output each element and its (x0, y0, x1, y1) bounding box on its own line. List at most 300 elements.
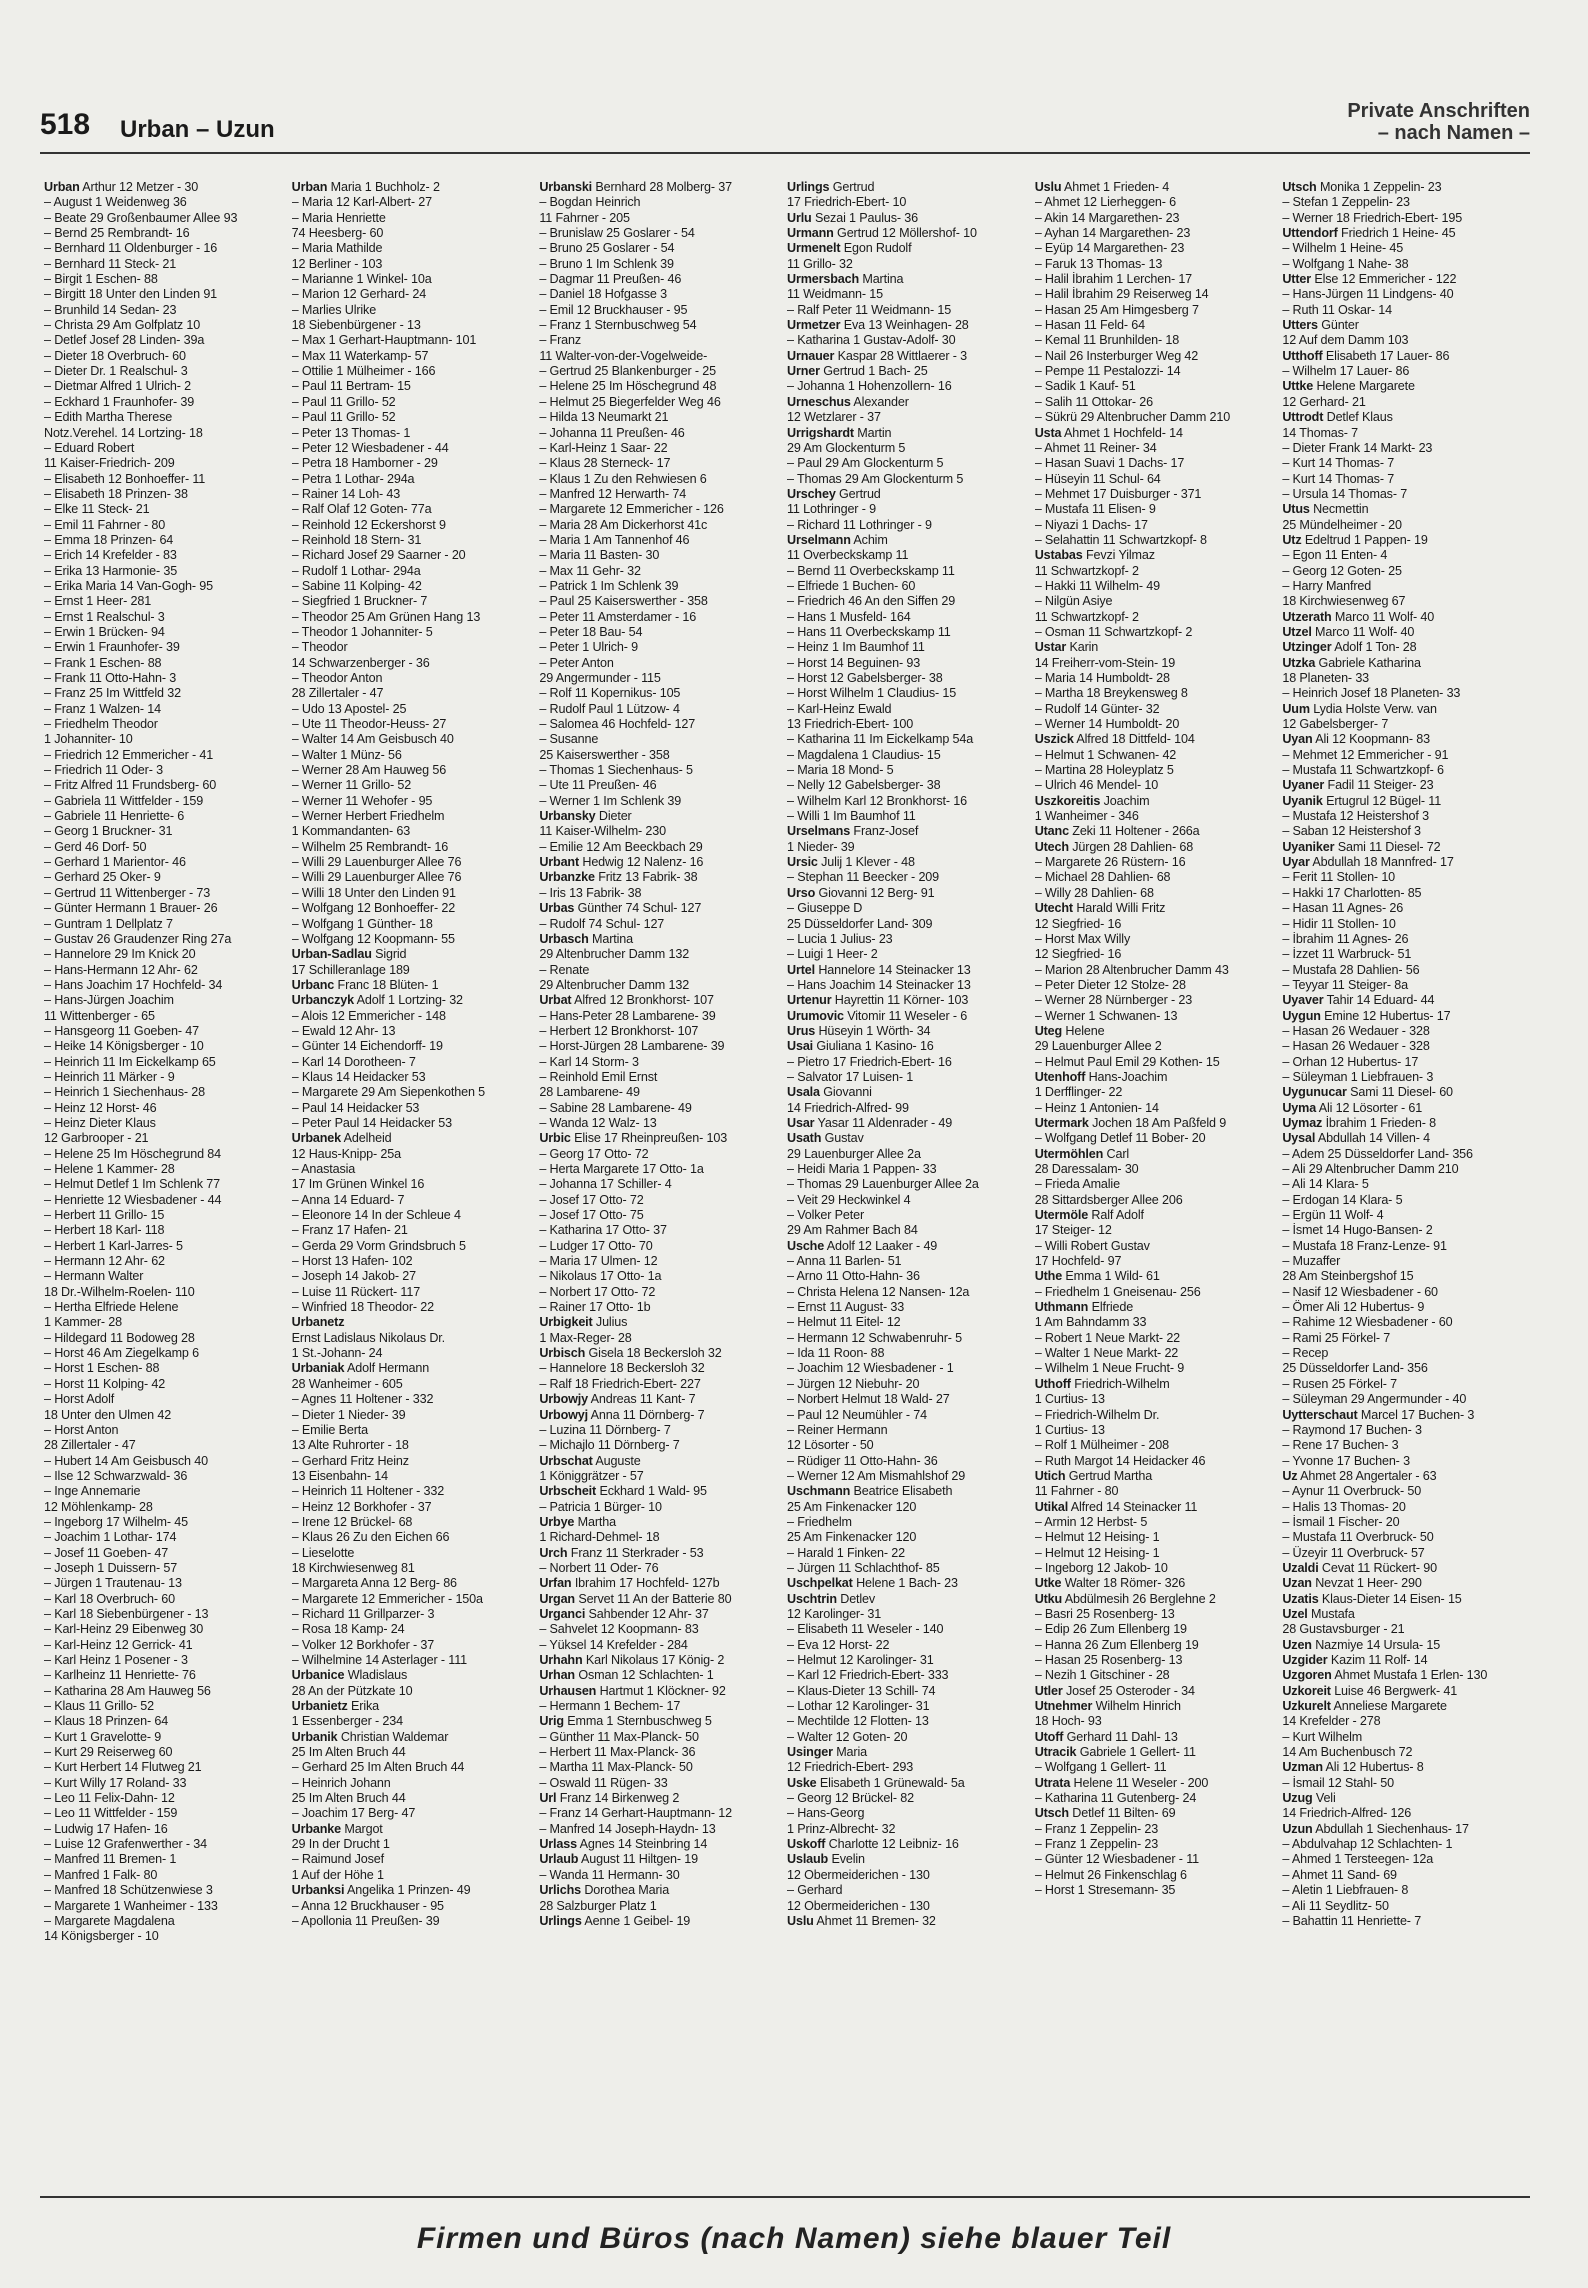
directory-entry: – Ömer Ali 12 Hubertus- 9 (1282, 1300, 1425, 1315)
directory-entry: – Kurt 29 Reiserweg 60 (44, 1745, 173, 1760)
directory-entry: – Kurt Wilhelm (1282, 1729, 1363, 1744)
directory-entry: – Heinrich 11 Im Eickelkamp 65 (44, 1054, 216, 1069)
directory-entry: – Üzeyir 11 Overbruck- 57 (1282, 1545, 1425, 1560)
directory-entry: – Ute 11 Preußen- 46 (539, 778, 657, 793)
directory-entry: Urrigshardt Martin (787, 425, 892, 440)
directory-entry: Utecht Harald Willi Fritz (1034, 901, 1166, 916)
directory-entry: Urselmann Achim (787, 532, 888, 547)
directory-entry: Uschmann Beatrice Elisabeth (787, 1484, 953, 1499)
directory-entry: – Paul 11 Grillo- 52 (291, 394, 396, 409)
directory-entry: – Joseph 1 Duissern- 57 (44, 1560, 178, 1575)
directory-entry: Uygunucar Sami 11 Diesel- 60 (1282, 1085, 1453, 1100)
directory-entry: – Manfred 14 Joseph-Haydn- 13 (539, 1821, 716, 1836)
directory-entry: 17 Schilleranlage 189 (291, 962, 410, 977)
directory-entry: 12 Berliner - 103 (291, 256, 383, 271)
directory-entry: – Peter 11 Amsterdamer - 16 (539, 609, 697, 624)
directory-entry: – Hasan 11 Feld- 64 (1034, 318, 1146, 333)
directory-entry: – Guntram 1 Dellplatz 7 (44, 916, 173, 931)
directory-entry: – Klaus 26 Zu den Eichen 66 (291, 1530, 450, 1545)
directory-entry: – Franz 17 Hafen- 21 (291, 1223, 408, 1238)
directory-entry: – Maria 18 Mond- 5 (787, 763, 894, 778)
directory-entry: – Elfriede 1 Buchen- 60 (787, 578, 916, 593)
directory-entry: Urhan Osman 12 Schlachten- 1 (539, 1668, 714, 1683)
directory-entry: – Luise 12 Grafenwerther - 34 (44, 1837, 207, 1852)
directory-entry: – Ali 29 Altenbrucher Damm 210 (1282, 1162, 1459, 1176)
directory-entry: – Hubert 14 Am Geisbusch 40 (44, 1453, 208, 1468)
directory-entry: – Eyüp 14 Margarethen- 23 (1034, 241, 1185, 256)
directory-entry: – Selahattin 11 Schwartzkopf- 8 (1034, 532, 1207, 547)
directory-entry: 28 Gustavsburger - 21 (1282, 1622, 1405, 1637)
directory-entry: Uzgoren Ahmet Mustafa 1 Erlen- 130 (1282, 1668, 1488, 1683)
directory-entry: Urbanke Margot (291, 1821, 383, 1836)
directory-entry: – Halis 13 Thomas- 20 (1282, 1499, 1406, 1514)
directory-entry: – Karl-Heinz Ewald (787, 701, 892, 716)
directory-entry: – Susanne (539, 732, 599, 747)
directory-entry: – Birgit 1 Eschen- 88 (44, 272, 158, 287)
directory-column-6 (1282, 180, 1530, 2175)
directory-column-3 (539, 180, 787, 2175)
directory-entry: – Agnes 11 Holtener - 332 (291, 1392, 434, 1407)
directory-entry: – Yüksel 14 Krefelder - 284 (539, 1637, 688, 1652)
directory-entry: 1 Am Bahndamm 33 (1034, 1315, 1147, 1330)
directory-entry: – Faruk 13 Thomas- 13 (1034, 256, 1163, 271)
directory-entry: Urbscheit Eckhard 1 Wald- 95 (539, 1484, 707, 1499)
directory-entry: – Anna 11 Barlen- 51 (787, 1254, 902, 1269)
directory-entry: – Irene 12 Brückel- 68 (291, 1514, 413, 1529)
directory-entry: – Bernd 11 Overbeckskamp 11 (787, 563, 955, 578)
directory-entry: 1 Curtius- 13 (1034, 1392, 1105, 1407)
directory-entry: – Maria Henriette (291, 210, 386, 225)
directory-entry: 14 Am Buchenbusch 72 (1282, 1745, 1413, 1760)
directory-entry: – İsmet 14 Hugo-Bansen- 2 (1282, 1223, 1433, 1238)
directory-entry: – Kurt Herbert 14 Flutweg 21 (44, 1760, 202, 1775)
directory-entry: Uzel Mustafa (1282, 1606, 1355, 1621)
directory-entry: – Reinhold 12 Eckershorst 9 (291, 517, 446, 532)
directory-entry: 18 Unter den Ulmen 42 (44, 1407, 172, 1422)
directory-entry: – Herbert 11 Max-Planck- 36 (539, 1745, 696, 1760)
directory-entry: – Rusen 25 Förkel- 7 (1282, 1376, 1397, 1391)
directory-entry: – Richard 11 Lothringer - 9 (787, 517, 932, 532)
directory-entry: Notz.Verehel. 14 Lortzing- 18 (44, 425, 203, 440)
directory-entry: – Aletin 1 Liebfrauen- 8 (1282, 1883, 1409, 1898)
directory-entry: – Martha 18 Breykensweg 8 (1034, 686, 1188, 701)
directory-entry: – Wanda 11 Hermann- 30 (539, 1867, 680, 1882)
directory-column-5 (1035, 180, 1283, 2175)
directory-entry: 11 Schwartzkopf- 2 (1034, 563, 1139, 578)
directory-entry: – Gabriela 11 Wittfelder - 159 (44, 793, 204, 808)
directory-entry: – Peter 18 Bau- 54 (539, 624, 643, 639)
directory-entry: – Ludwig 17 Hafen- 16 (44, 1821, 168, 1836)
directory-entry: – Jürgen 11 Schlachthof- 85 (787, 1560, 940, 1575)
directory-entry: – Saban 12 Heistershof 3 (1282, 824, 1421, 839)
directory-entry: Urhahn Karl Nikolaus 17 König- 2 (539, 1653, 725, 1667)
directory-entry: – Josef 11 Goeben- 47 (44, 1545, 169, 1560)
directory-entry: – Rüdiger 11 Otto-Hahn- 36 (787, 1453, 938, 1468)
directory-entry: – İzzet 11 Warbruck- 51 (1282, 947, 1412, 962)
directory-entry: – Leo 11 Wittfelder - 159 (44, 1806, 178, 1821)
directory-entry: – Joseph 14 Jakob- 27 (291, 1269, 416, 1284)
directory-entry: 12 Gabelsberger- 7 (1282, 717, 1389, 732)
directory-entry: Urhausen Hartmut 1 Klöckner- 92 (539, 1683, 726, 1698)
directory-entry: 12 Auf dem Damm 103 (1282, 333, 1409, 348)
directory-entry: – Klaus-Dieter 13 Schill- 74 (787, 1683, 936, 1698)
directory-entry: – Helmut 12 Heising- 1 (1034, 1545, 1160, 1560)
directory-entry: – Ergün 11 Wolf- 4 (1282, 1208, 1384, 1223)
directory-entry: Urbanczyk Adolf 1 Lortzing- 32 (291, 993, 463, 1008)
directory-entry: – Veit 29 Heckwinkel 4 (787, 1192, 911, 1207)
directory-entry: – Beate 29 Großenbaumer Allee 93 (44, 210, 238, 225)
directory-entry: – Helmut Detlef 1 Im Schlenk 77 (44, 1177, 220, 1192)
directory-entry: Urschey Gertrud (787, 486, 881, 501)
directory-entry: – Egon 11 Enten- 4 (1282, 548, 1388, 563)
directory-entry: – Peter Anton (539, 655, 614, 670)
directory-entry: – Margarete 12 Emmericher - 126 (539, 502, 724, 517)
directory-entry: 11 Fahrner - 205 (539, 210, 630, 225)
directory-entry: 18 Planeten- 33 (1282, 671, 1370, 685)
directory-entry: Utzka Gabriele Katharina (1282, 655, 1421, 670)
directory-entry: – Volker 12 Borkhofer - 37 (291, 1637, 435, 1652)
directory-entry: Utnehmer Wilhelm Hinrich (1034, 1699, 1181, 1714)
directory-entry: – Theodor Anton (291, 671, 383, 685)
directory-entry: – Iris 13 Fabrik- 38 (539, 885, 642, 900)
directory-entry: Utzel Marco 11 Wolf- 40 (1282, 624, 1415, 639)
directory-entry: Uzug Veli (1282, 1791, 1336, 1806)
directory-entry: – Rolf 1 Mülheimer - 208 (1034, 1438, 1169, 1453)
directory-entry: – Hasan 25 Rosenberg- 13 (1034, 1653, 1183, 1667)
directory-entry: – Friedrich-Wilhelm Dr. (1034, 1407, 1160, 1422)
directory-entry: – Wolfgang 1 Günther- 18 (291, 916, 433, 931)
directory-entry: – Bernhard 11 Oldenburger - 16 (44, 241, 218, 256)
directory-entry: – Heinz 1 Antonien- 14 (1034, 1100, 1159, 1115)
directory-entry: 28 Daressalam- 30 (1034, 1162, 1139, 1176)
directory-entry: Uyanik Ertugrul 12 Bügel- 11 (1282, 793, 1442, 808)
directory-entry: – Friedhelm (787, 1514, 852, 1529)
directory-entry: – Robert 1 Neue Markt- 22 (1034, 1330, 1181, 1345)
directory-entry: 17 Hochfeld- 97 (1034, 1254, 1122, 1269)
directory-entry: Urmenelt Egon Rudolf (787, 241, 912, 256)
directory-entry: Uzun Abdullah 1 Siechenhaus- 17 (1282, 1821, 1469, 1836)
directory-entry: Urbowjy Andreas 11 Kant- 7 (539, 1392, 696, 1407)
directory-entry: 25 Düsseldorfer Land- 356 (1282, 1361, 1428, 1376)
directory-entry: Urbanek Adelheid (291, 1131, 392, 1146)
directory-entry: – Elisabeth 12 Bonhoeffer- 11 (44, 471, 206, 486)
directory-entry: – August 1 Weidenweg 36 (44, 195, 187, 210)
directory-entry: Urbant Hedwig 12 Nalenz- 16 (539, 855, 704, 870)
directory-entry: – Dietmar Alfred 1 Ulrich- 2 (44, 379, 191, 394)
directory-entry: – Günter 14 Eichendorff- 19 (291, 1039, 443, 1054)
directory-entry: – Ulrich 46 Mendel- 10 (1034, 778, 1159, 793)
directory-entry: Utikal Alfred 14 Steinacker 11 (1034, 1499, 1198, 1514)
directory-entry: 29 Angermunder - 115 (539, 671, 661, 685)
directory-entry: – Reiner Hermann (787, 1422, 888, 1437)
directory-entry: – Bernhard 11 Steck- 21 (44, 256, 177, 271)
directory-entry: 11 Kaiser-Friedrich- 209 (44, 456, 175, 471)
directory-entry: 28 Zillertaler - 47 (291, 686, 384, 701)
directory-entry: Uyaner Fadil 11 Steiger- 23 (1282, 778, 1434, 793)
directory-entry: Utters Günter (1282, 318, 1359, 333)
directory-entry: – Theodor 25 Am Grünen Hang 13 (291, 609, 481, 624)
directory-entry: 13 Eisenbahn- 14 (291, 1468, 388, 1483)
directory-entry: – Max 11 Waterkamp- 57 (291, 348, 429, 363)
directory-entry: 1 Curtius- 13 (1034, 1422, 1105, 1437)
directory-entry: – Mehmet 12 Emmericher - 91 (1282, 747, 1449, 762)
directory-entry: Urso Giovanni 12 Berg- 91 (787, 885, 935, 900)
directory-entry: – Nikolaus 17 Otto- 1a (539, 1269, 662, 1284)
directory-entry: – Hermann 12 Ahr- 62 (44, 1254, 165, 1269)
directory-entry: Uygun Emine 12 Hubertus- 17 (1282, 1008, 1451, 1023)
directory-entry: – Martha 11 Max-Planck- 50 (539, 1760, 693, 1775)
directory-entry: – Dieter 18 Overbruch- 60 (44, 348, 186, 363)
directory-entry: – Halil İbrahim 1 Lerchen- 17 (1034, 272, 1193, 287)
directory-entry: – Manfred 11 Bremen- 1 (44, 1852, 177, 1867)
directory-entry: 12 Obermeiderichen - 130 (787, 1867, 930, 1882)
directory-entry: Urbye Martha (539, 1514, 616, 1529)
directory-entry: Usar Yasar 11 Aldenrader - 49 (787, 1115, 953, 1130)
directory-entry: – Maria 17 Ulmen- 12 (539, 1254, 658, 1269)
directory-entry: – Horst 11 Kolping- 42 (44, 1376, 166, 1391)
directory-entry: – Lucia 1 Julius- 23 (787, 931, 893, 946)
directory-entry: Utoff Gerhard 11 Dahl- 13 (1034, 1729, 1178, 1744)
directory-entry: – Mustafa 11 Schwartzkopf- 6 (1282, 763, 1444, 778)
directory-entry: – Ursula 14 Thomas- 7 (1282, 486, 1408, 501)
directory-entry: – Hans 11 Overbeckskamp 11 (787, 624, 951, 639)
directory-entry: – Luzina 11 Dörnberg- 7 (539, 1422, 671, 1437)
directory-entry: – Erich 14 Krefelder - 83 (44, 548, 177, 563)
directory-entry: – Klaus 11 Grillo- 52 (44, 1699, 155, 1714)
directory-entry: 28 Salzburger Platz 1 (539, 1898, 657, 1913)
directory-entry: 1 Königgrätzer - 57 (539, 1468, 644, 1483)
directory-entry: – Brunislaw 25 Goslarer - 54 (539, 226, 695, 241)
directory-entry: – Paul 25 Kaiserswerther - 358 (539, 594, 708, 609)
directory-entry: Uskoff Charlotte 12 Leibniz- 16 (787, 1837, 959, 1852)
directory-entry: 29 Lauenburger Allee 2a (787, 1146, 921, 1161)
directory-entry: – Heidi Maria 1 Pappen- 33 (787, 1162, 937, 1176)
directory-entry: – Hannelore 18 Beckersloh 32 (539, 1361, 705, 1376)
directory-entry: 18 Siebenbürgener - 13 (291, 318, 421, 333)
directory-entry: – Horst 12 Gabelsberger- 38 (787, 671, 943, 685)
directory-entry: – Joachim 17 Berg- 47 (291, 1806, 416, 1821)
directory-entry: Urbaniak Adolf Hermann (291, 1361, 430, 1376)
directory-entry: – Harald 1 Finken- 22 (787, 1545, 905, 1560)
directory-entry: 18 Kirchwiesenweg 81 (291, 1560, 415, 1575)
directory-entry: – Walter 1 Neue Markt- 22 (1034, 1346, 1179, 1361)
directory-entry: 14 Königsberger - 10 (44, 1929, 159, 1944)
directory-entry: – Franz 25 Im Wittfeld 32 (44, 686, 181, 701)
directory-entry: – Rahime 12 Wiesbadener - 60 (1282, 1315, 1453, 1330)
directory-entry: Urlu Sezai 1 Paulus- 36 (787, 210, 918, 225)
directory-entry: – Rudolf 1 Lothar- 294a (291, 563, 421, 578)
footer-note: Firmen und Büros (nach Namen) siehe blauer Teil (416, 2222, 1172, 2255)
directory-entry: – Richard Josef 29 Saarner - 20 (291, 548, 466, 563)
directory-entry: – Aynur 11 Overbruck- 50 (1282, 1484, 1422, 1499)
directory-entry: – Patrick 1 Im Schlenk 39 (539, 578, 679, 593)
directory-entry: – Ali 11 Seydlitz- 50 (1282, 1898, 1389, 1913)
directory-entry: – Mustafa 18 Franz-Lenze- 91 (1282, 1238, 1447, 1253)
directory-entry: – Manfred 1 Falk- 80 (44, 1867, 158, 1882)
directory-entry: – Helmut 26 Finkenschlag 6 (1034, 1867, 1187, 1882)
directory-entry: 18 Dr.-Wilhelm-Roelen- 110 (44, 1284, 195, 1299)
directory-entry: – Margarete 29 Am Siepenkothen 5 (291, 1085, 486, 1100)
directory-entry: 12 Wetzlarer - 37 (787, 410, 881, 425)
directory-entry: – Friedrich 46 An den Siffen 29 (787, 594, 956, 609)
directory-entry: – Ilse 12 Schwarzwald- 36 (44, 1468, 188, 1483)
directory-entry: Uzen Nazmiye 14 Ursula- 15 (1282, 1637, 1441, 1652)
directory-entry: 12 Haus-Knipp- 25a (291, 1146, 401, 1161)
directory-entry: Utenhoff Hans-Joachim (1034, 1069, 1168, 1084)
directory-entry: – Karl 12 Friedrich-Ebert- 333 (787, 1668, 949, 1683)
directory-entry: Utzinger Adolf 1 Ton- 28 (1282, 640, 1417, 655)
directory-entry: – Günter 12 Wiesbadener - 11 (1034, 1852, 1199, 1867)
directory-entry: Urgan Servet 11 An der Batterie 80 (539, 1591, 732, 1606)
directory-entry: Urch Franz 11 Sterkrader - 53 (539, 1545, 704, 1560)
directory-entry: – Hannelore 29 Im Knick 20 (44, 947, 196, 962)
directory-entry: 28 An der Pützkate 10 (291, 1683, 413, 1698)
directory-entry: – Thomas 1 Siechenhaus- 5 (539, 763, 693, 778)
directory-entry: – Hakki 17 Charlotten- 85 (1282, 885, 1422, 900)
directory-entry: – Ottilie 1 Mülheimer - 166 (291, 364, 436, 379)
directory-entry: – Maria 14 Humboldt- 28 (1034, 671, 1170, 685)
directory-entry: – Ewald 12 Ahr- 13 (291, 1023, 396, 1038)
directory-entry: – Eduard Robert (44, 440, 135, 455)
directory-entry: – Adem 25 Düsseldorfer Land- 356 (1282, 1146, 1473, 1161)
directory-entry: – Franz 1 Sternbuschweg 54 (539, 318, 697, 333)
directory-entry: – Luise 11 Rückert- 117 (291, 1284, 421, 1299)
directory-entry: Utech Jürgen 28 Dahlien- 68 (1034, 839, 1194, 854)
directory-entry: – Norbert 17 Otto- 72 (539, 1284, 656, 1299)
directory-entry: – Georg 1 Bruckner- 31 (44, 824, 173, 839)
directory-entry: 12 Siegfried- 16 (1034, 947, 1122, 962)
directory-entry: Utus Necmettin (1282, 502, 1369, 517)
directory-entry: – Martina 28 Holeyplatz 5 (1034, 763, 1174, 778)
directory-entry: – Wolfgang 1 Gellert- 11 (1034, 1760, 1167, 1775)
directory-entry: – Franz 1 Zeppelin- 23 (1034, 1821, 1159, 1836)
directory-entry: – Ferit 11 Stollen- 10 (1282, 870, 1396, 885)
directory-entry: – Rudolf 14 Günter- 32 (1034, 701, 1160, 716)
directory-entry: – Sükrü 29 Altenbrucher Damm 210 (1034, 410, 1231, 425)
directory-entry: – Bernd 25 Rembrandt- 16 (44, 226, 190, 241)
directory-entry: – Norbert Helmut 18 Wald- 27 (787, 1392, 950, 1407)
directory-entry: 11 Lothringer - 9 (787, 502, 876, 517)
directory-entry: – Paul 11 Grillo- 52 (291, 410, 396, 425)
directory-entry: – Erika Maria 14 Van-Gogh- 95 (44, 578, 214, 593)
directory-entry: – Fritz Alfred 11 Frundsberg- 60 (44, 778, 217, 793)
directory-entry: – Maria 11 Basten- 30 (539, 548, 660, 563)
directory-entry: Urlings Gertrud (787, 180, 875, 194)
directory-entry: – Margarete 12 Emmericher - 150a (291, 1591, 483, 1606)
directory-entry: 13 Friedrich-Ebert- 100 (787, 717, 914, 732)
directory-entry: 14 Friedrich-Alfred- 126 (1282, 1806, 1412, 1821)
directory-entry: Uzkurelt Anneliese Margarete (1282, 1699, 1447, 1714)
directory-entry: – Gerhard Fritz Heinz (291, 1453, 409, 1468)
directory-entry: – Heike 14 Königsberger - 10 (44, 1039, 204, 1054)
directory-entry: Urbic Elise 17 Rheinpreußen- 103 (539, 1131, 728, 1146)
directory-entry: – Luigi 1 Heer- 2 (787, 947, 878, 962)
directory-entry: Uymaz İbrahim 1 Frieden- 8 (1282, 1115, 1436, 1130)
directory-entry: Urbansky Dieter (539, 809, 632, 824)
directory-entry: – Siegfried 1 Bruckner- 7 (291, 594, 428, 609)
directory-entry: – Marion 12 Gerhard- 24 (291, 287, 427, 302)
directory-entry: Uszick Alfred 18 Dittfeld- 104 (1034, 732, 1195, 747)
directory-entry: Utz Edeltrud 1 Pappen- 19 (1282, 532, 1428, 547)
directory-entry: – Walter 12 Goten- 20 (787, 1729, 908, 1744)
directory-entry: 1 Johanniter- 10 (44, 732, 133, 747)
directory-entry: – Petra 18 Hamborner - 29 (291, 456, 438, 471)
directory-entry: – Rene 17 Buchen- 3 (1282, 1438, 1399, 1453)
directory-entry: – Werner 14 Humboldt- 20 (1034, 717, 1180, 732)
directory-entry: Utanc Zeki 11 Holtener - 266a (1034, 824, 1200, 839)
directory-entry: – Apollonia 11 Preußen- 39 (291, 1913, 440, 1928)
directory-entry: – Karl-Heinz 1 Saar- 22 (539, 440, 668, 455)
directory-entry: 12 Gerhard- 21 (1282, 394, 1366, 409)
directory-entry: – Peter 13 Thomas- 1 (291, 425, 411, 440)
directory-entry: – Hüseyin 11 Schul- 64 (1034, 471, 1161, 486)
directory-entry: – Frank 11 Otto-Hahn- 3 (44, 671, 177, 685)
directory-entry: – Bruno 1 Im Schlenk 39 (539, 256, 674, 271)
directory-entry: – Sabine 28 Lambarene- 49 (539, 1100, 692, 1115)
directory-entry: – Peter Paul 14 Heidacker 53 (291, 1115, 452, 1130)
directory-entry: 25 Kaiserswerther - 358 (539, 747, 670, 762)
directory-entry: Usta Ahmet 1 Hochfeld- 14 (1034, 425, 1183, 440)
directory-entry: – Bahattin 11 Henriette- 7 (1282, 1913, 1422, 1928)
directory-entry: – Brunhild 14 Sedan- 23 (44, 302, 177, 317)
directory-entry: – Helmut 25 Biegerfelder Weg 46 (539, 394, 721, 409)
directory-entry: – Wilhelm 17 Lauer- 86 (1282, 364, 1410, 379)
directory-entry: 17 Friedrich-Ebert- 10 (787, 195, 907, 210)
directory-entry: – Hermann 12 Schwabenruhr- 5 (787, 1330, 963, 1345)
directory-entry: – Werner 11 Wehofer - 95 (291, 793, 433, 808)
directory-entry: – Yvonne 17 Buchen- 3 (1282, 1453, 1410, 1468)
directory-entry: – Dagmar 11 Preußen- 46 (539, 272, 682, 287)
directory-entry: 11 Wittenberger - 65 (44, 1008, 155, 1023)
directory-entry: – Niyazi 1 Dachs- 17 (1034, 517, 1148, 532)
directory-entry: – Giuseppe D (787, 901, 863, 916)
directory-entry: – Norbert 11 Oder- 76 (539, 1560, 659, 1575)
directory-entry: – Basri 25 Rosenberg- 13 (1034, 1606, 1175, 1621)
directory-entry: – Ernst 1 Realschul- 3 (44, 609, 165, 624)
directory-entry: 1 Max-Reger- 28 (539, 1330, 632, 1345)
directory-column-4 (787, 180, 1035, 2175)
directory-entry: 11 Fahrner - 80 (1034, 1484, 1119, 1499)
directory-entry: – Reinhold 18 Stern- 31 (291, 532, 422, 547)
directory-entry: – Eleonore 14 In der Schleue 4 (291, 1208, 461, 1223)
directory-entry: – Willi 1 Im Baumhof 11 (787, 809, 916, 824)
directory-entry: – Wanda 12 Walz- 13 (539, 1115, 657, 1130)
directory-entry: Urbasch Martina (539, 931, 633, 946)
directory-entry: – Ruth 11 Oskar- 14 (1282, 302, 1392, 317)
directory-entry: – Peter 1 Ulrich- 9 (539, 640, 638, 655)
directory-entry: – Jürgen 1 Trautenau- 13 (44, 1576, 182, 1591)
directory-entry: Uteg Helene (1034, 1023, 1105, 1038)
directory-entry: – Sadik 1 Kauf- 51 (1034, 379, 1136, 394)
directory-entry: – Heinrich Josef 18 Planeten- 33 (1282, 686, 1461, 701)
directory-entry: – Hans 1 Musfeld- 164 (787, 609, 911, 624)
directory-entry: – Heinrich Johann (291, 1775, 391, 1790)
directory-entry: Uslaub Evelin (787, 1852, 865, 1867)
directory-entry: – Friedhelm 1 Gneisenau- 256 (1034, 1284, 1201, 1299)
directory-entry: – Maria 12 Karl-Albert- 27 (291, 195, 432, 210)
directory-entry: Urneschus Alexander (787, 394, 909, 409)
directory-entry: 25 Am Finkenacker 120 (787, 1530, 917, 1545)
directory-entry: Uyan Ali 12 Koopmann- 83 (1282, 732, 1430, 747)
directory-entry: – Max 1 Gerhart-Hauptmann- 101 (291, 333, 477, 348)
directory-entry: – Herbert 1 Karl-Jarres- 5 (44, 1238, 183, 1253)
directory-entry: – Joachim 12 Wiesbadener - 1 (787, 1361, 954, 1376)
directory-entry: – Elisabeth 11 Weseler - 140 (787, 1622, 944, 1637)
directory-entry: – Osman 11 Schwartzkopf- 2 (1034, 624, 1193, 639)
directory-entry: Ustar Karin (1034, 640, 1099, 655)
directory-entry: – Willi 29 Lauenburger Allee 76 (291, 870, 462, 885)
directory-entry: – Ralf Olaf 12 Goten- 77a (291, 502, 432, 517)
